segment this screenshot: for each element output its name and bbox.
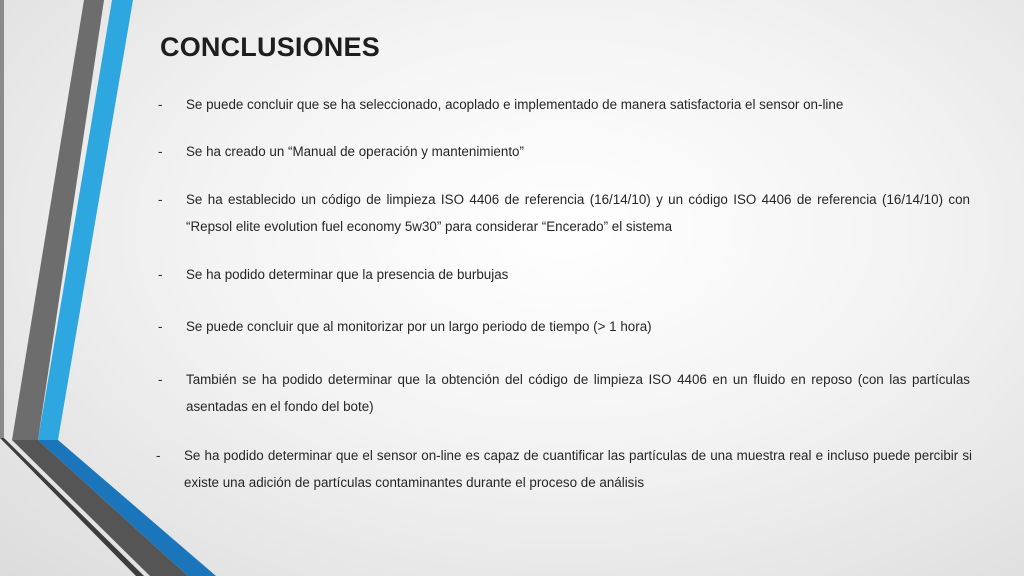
conclusion-text: Se ha podido determinar que el sensor on-line es capaz de cuantificar las partículas de una muestra real e incluso puede percibir si existe una adición de partículas contaminantes durante el proceso de análisis (184, 448, 972, 490)
conclusion-item-2 (158, 138, 878, 165)
conclusion-text: También se ha podido determinar que la obtención del código de limpieza ISO 4406 en un fluido en reposo (con las partículas asentadas en el fondo del bote) (186, 372, 970, 414)
conclusion-item-6 (158, 366, 970, 420)
bullet-marker: - (158, 319, 163, 334)
conclusion-item-7 (156, 442, 972, 496)
bullet-marker: - (158, 267, 163, 282)
conclusion-item-4 (158, 261, 878, 288)
stripe-thin-line (0, 0, 4, 438)
bullet-marker: - (156, 448, 161, 463)
conclusion-item-3 (158, 186, 970, 240)
conclusion-text: Se puede concluir que se ha seleccionado, acoplado e implementado de manera satisfactoria el sensor on-line (186, 97, 844, 112)
conclusion-item-5 (158, 313, 878, 340)
conclusion-text: Se ha creado un “Manual de operación y mantenimiento” (186, 144, 524, 159)
conclusion-item-1 (158, 91, 878, 118)
slide-title: CONCLUSIONES (160, 32, 380, 62)
bullet-marker: - (158, 372, 163, 387)
conclusion-text: Se ha establecido un código de limpieza ISO 4406 de referencia (16/14/10) y un código ISO 4406 de referencia (16/14/10) con “Repsol elite evolution fuel economy 5w30” para considerar “Encerado” el sistema (186, 192, 970, 234)
bullet-marker: - (158, 97, 163, 112)
bullet-marker: - (158, 192, 163, 207)
bullet-marker: - (158, 144, 163, 159)
conclusion-text: Se puede concluir que al monitorizar por un largo periodo de tiempo (> 1 hora) (186, 319, 652, 334)
conclusion-text: Se ha podido determinar que la presencia de burbujas (186, 267, 509, 282)
